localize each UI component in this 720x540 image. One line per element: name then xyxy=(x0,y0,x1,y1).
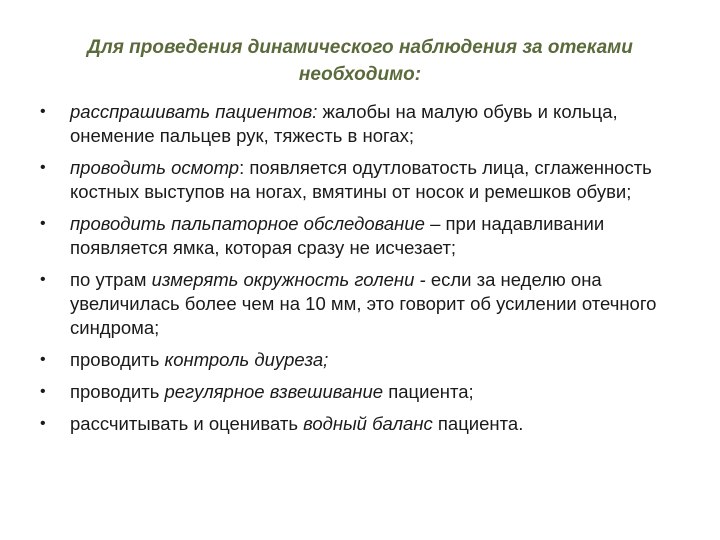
bullet-icon: • xyxy=(40,351,46,368)
bullet-icon: • xyxy=(40,103,46,120)
item-text-emphasis: контроль диуреза; xyxy=(164,349,329,370)
item-text-post: : появляется одутловатость лица, сглаженность костных выступов на ногах, вмятины от носок и ремешков обуви; xyxy=(70,157,652,202)
item-text-emphasis: проводить пальпаторное обследование xyxy=(70,213,425,234)
bullet-icon: • xyxy=(40,383,46,400)
item-text-emphasis: водный баланс xyxy=(303,413,433,434)
item-text-emphasis: проводить осмотр xyxy=(70,157,240,178)
list-item xyxy=(40,380,690,404)
bullet-icon: • xyxy=(40,215,46,232)
item-text-emphasis: измерять окружность голени - xyxy=(151,269,426,290)
bullet-list xyxy=(40,100,690,444)
item-text-post: жалобы на малую обувь и кольца, онемение пальцев рук, тяжесть в ногах; xyxy=(70,101,618,146)
item-text-pre: проводить xyxy=(70,381,165,402)
bullet-icon: • xyxy=(40,415,46,432)
item-text-post: пациента. xyxy=(432,413,524,434)
item-text-post: пациента; xyxy=(383,381,474,402)
list-item xyxy=(40,156,690,204)
list-item xyxy=(40,348,690,372)
list-item xyxy=(40,268,690,340)
list-item xyxy=(40,412,690,436)
item-text-emphasis: расспрашивать пациентов: xyxy=(70,101,318,122)
item-text-emphasis: регулярное взвешивание xyxy=(164,381,384,402)
item-text-pre: проводить xyxy=(70,349,165,370)
bullet-icon: • xyxy=(40,159,46,176)
item-text-post: – при надавливании появляется ямка, которая сразу не исчезает; xyxy=(70,213,605,258)
bullet-icon: • xyxy=(40,271,46,288)
list-item xyxy=(40,100,690,148)
item-text-pre: по утрам xyxy=(70,269,152,290)
list-item xyxy=(40,212,690,260)
slide-title: Для проведения динамического наблюдения за отеками необходимо: xyxy=(87,37,633,85)
item-text-post: если за неделю она увеличилась более чем на 10 мм, это говорит об усилении отечного синдрома; xyxy=(70,269,657,338)
item-text-pre: рассчитывать и оценивать xyxy=(70,413,304,434)
